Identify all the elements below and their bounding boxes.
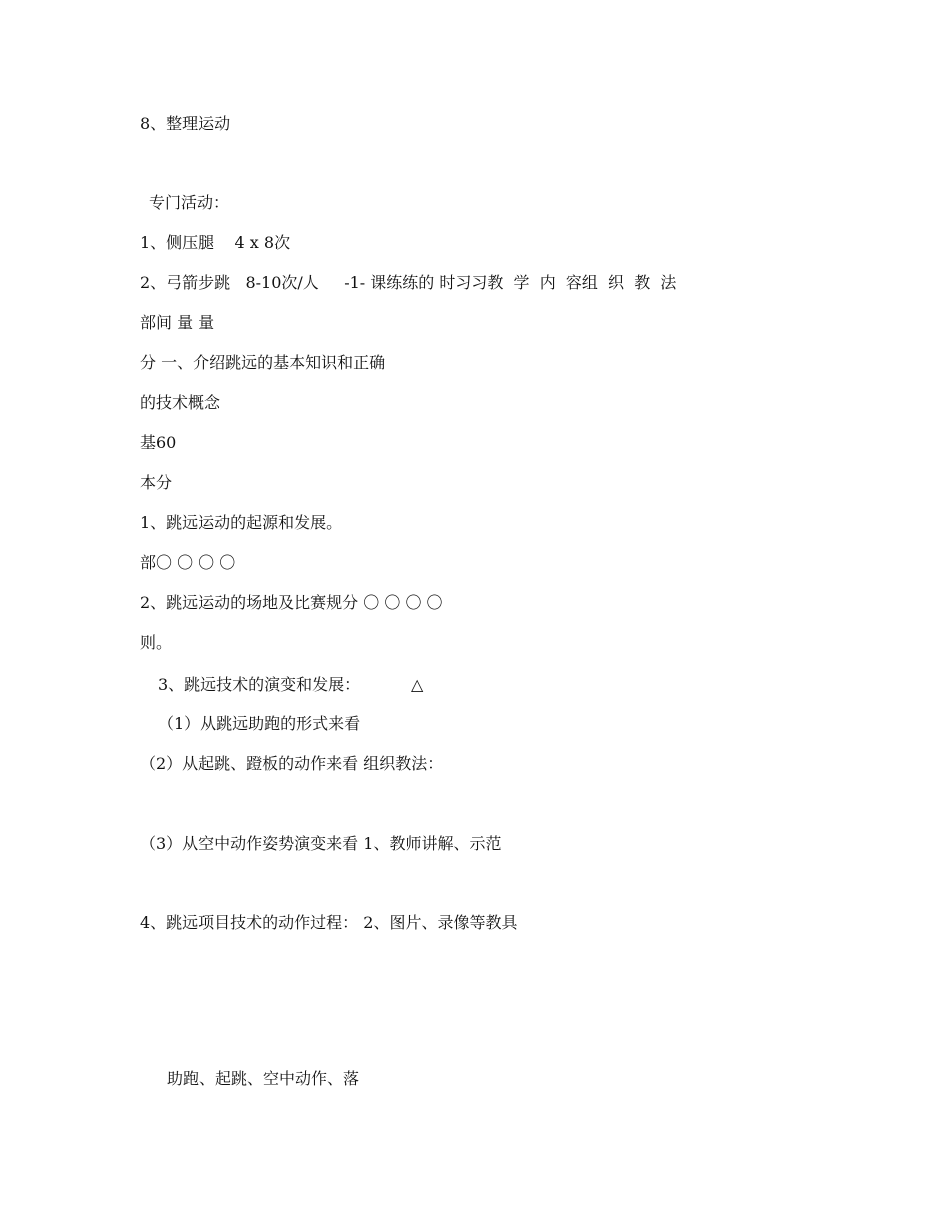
- content-line: 1、跳远运动的起源和发展。: [140, 513, 343, 532]
- activity-item-2-with-table-header: 2、弓箭步跳 8-10次/人 -1- 课练练的 时习习教 学 内 容组 织 教 法: [140, 273, 677, 292]
- content-line: 本分: [140, 473, 173, 492]
- section-heading-cooldown: 8、整理运动: [140, 114, 231, 133]
- content-line: 则。: [140, 633, 173, 652]
- content-line: 基60: [140, 433, 177, 452]
- content-line-teacher: 3、跳远技术的演变和发展： △: [158, 675, 424, 694]
- special-activity-heading: 专门活动：: [149, 193, 230, 212]
- content-subitem: （3）从空中动作姿势演变来看 1、教师讲解、示范: [140, 834, 502, 853]
- activity-item-1: 1、侧压腿 4 x 8次: [140, 233, 291, 252]
- content-line: 的技术概念: [140, 393, 221, 412]
- content-line: 助跑、起跳、空中动作、落: [167, 1069, 360, 1088]
- content-line: 4、跳远项目技术的动作过程： 2、图片、录像等教具: [140, 913, 518, 932]
- content-line-formation: 2、跳远运动的场地及比赛规分 〇 〇 〇 〇: [140, 593, 443, 612]
- content-subitem: （1）从跳远助跑的形式来看: [158, 714, 361, 733]
- content-line-formation: 部〇 〇 〇 〇: [140, 553, 236, 572]
- table-header-continuation: 部间 量 量: [140, 313, 215, 332]
- content-subitem: （2）从起跳、蹬板的动作来看 组织教法：: [140, 754, 444, 773]
- content-line: 分 一、介绍跳远的基本知识和正确: [140, 353, 386, 372]
